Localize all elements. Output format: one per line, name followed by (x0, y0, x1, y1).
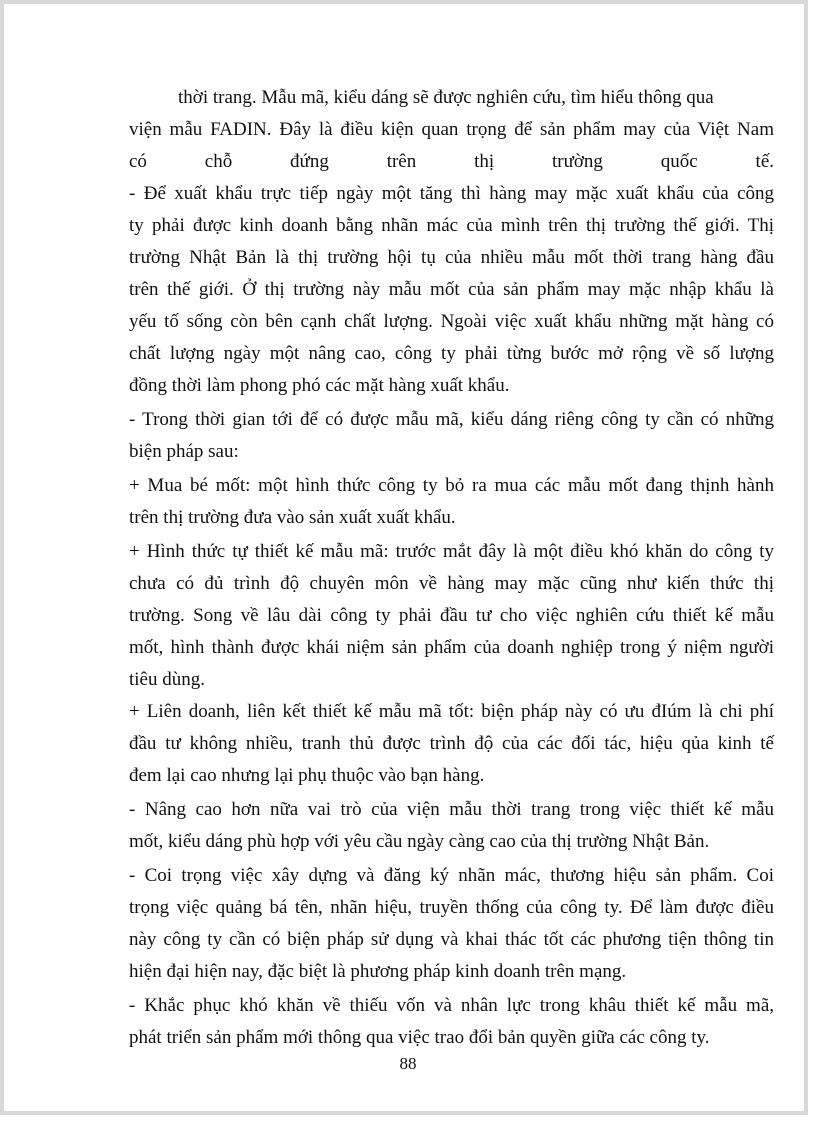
text-line: trường Nhật Bản là thị trường hội tụ của nhiều mẫu mốt thời trang hàng đầu (129, 247, 774, 268)
text-line: - Trong thời gian tới để có được mẫu mã, kiểu dáng riêng công ty cần có những (129, 409, 774, 430)
text-line: có chỗ đứng trên thị trường quốc tế. (129, 151, 774, 172)
text-line: này công ty cần có biện pháp sử dụng và khai thác tốt các phương tiện thông tin (129, 929, 774, 950)
text-line: - Nâng cao hơn nữa vai trò của viện mẫu thời trang trong việc thiết kế mẫu (129, 799, 774, 820)
text-line: trên thế giới. Ở thị trường này mẫu mốt của sản phẩm may mặc nhập khẩu là (129, 279, 774, 300)
text-line: chất lượng ngày một nâng cao, công ty phải từng bước mở rộng về số lượng (129, 343, 774, 364)
text-line: - Coi trọng việc xây dựng và đăng ký nhãn mác, thương hiệu sản phẩm. Coi (129, 865, 774, 886)
text-line: yếu tố sống còn bên cạnh chất lượng. Ngoài việc xuất khẩu những mặt hàng có (129, 311, 774, 332)
page-number: 88 (399, 1054, 417, 1073)
text-line: - Để xuất khẩu trực tiếp ngày một tăng thì hàng may mặc xuất khẩu của công (129, 183, 774, 204)
text-line: ty phải được kinh doanh bằng nhãn mác của mình trên thị trường thế giới. Thị (129, 215, 774, 236)
text-line: biện pháp sau: (129, 441, 239, 462)
text-line: chưa có đủ trình độ chuyên môn về hàng may mặc cũng như kiến thức thị (129, 573, 774, 594)
text-line: viện mẫu FADIN. Đây là điều kiện quan trọng để sản phẩm may của Việt Nam (129, 119, 774, 140)
text-line: phát triển sản phẩm mới thông qua việc trao đổi bản quyền giữa các công ty. (129, 1027, 710, 1048)
text-line: mốt, hình thành được khái niệm sản phẩm của doanh nghiệp trong ý niệm người (129, 637, 774, 658)
text-line: đem lại cao nhưng lại phụ thuộc vào bạn hàng. (129, 765, 485, 786)
text-line: trọng việc quảng bá tên, nhãn hiệu, truyền thống của công ty. Để làm được điều (129, 897, 774, 918)
text-line: - Khắc phục khó khăn về thiếu vốn và nhân lực trong khâu thiết kế mẫu mã, (129, 995, 774, 1016)
text-line: + Mua bé mốt: một hình thức công ty bỏ ra mua các mẫu mốt đang thịnh hành (129, 475, 774, 496)
text-line: đầu tư không nhiều, tranh thủ được trình độ của các đối tác, hiệu qủa kinh tế (129, 733, 774, 754)
text-line: trên thị trường đưa vào sản xuất xuất khẩu. (129, 507, 456, 528)
text-line: + Hình thức tự thiết kế mẫu mã: trước mắt đây là một điều khó khăn do công ty (129, 541, 774, 562)
text-line: mốt, kiểu dáng phù hợp với yêu cầu ngày càng cao của thị trường Nhật Bản. (129, 831, 710, 852)
text-line: hiện đại hiện nay, đặc biệt là phương pháp kinh doanh trên mạng. (129, 961, 627, 982)
text-line: trường. Song về lâu dài công ty phải đầu tư cho việc nghiên cứu thiết kế mẫu (129, 605, 774, 626)
text-line: đồng thời làm phong phó các mặt hàng xuất khẩu. (129, 375, 510, 396)
text-line: + Liên doanh, liên kết thiết kế mẫu mã tốt: biện pháp này có ưu đIúm là chi phí (129, 701, 774, 722)
text-line: thời trang. Mẫu mã, kiểu dáng sẽ được nghiên cứu, tìm hiểu thông qua (178, 87, 714, 108)
text-line: tiêu dùng. (129, 669, 205, 690)
